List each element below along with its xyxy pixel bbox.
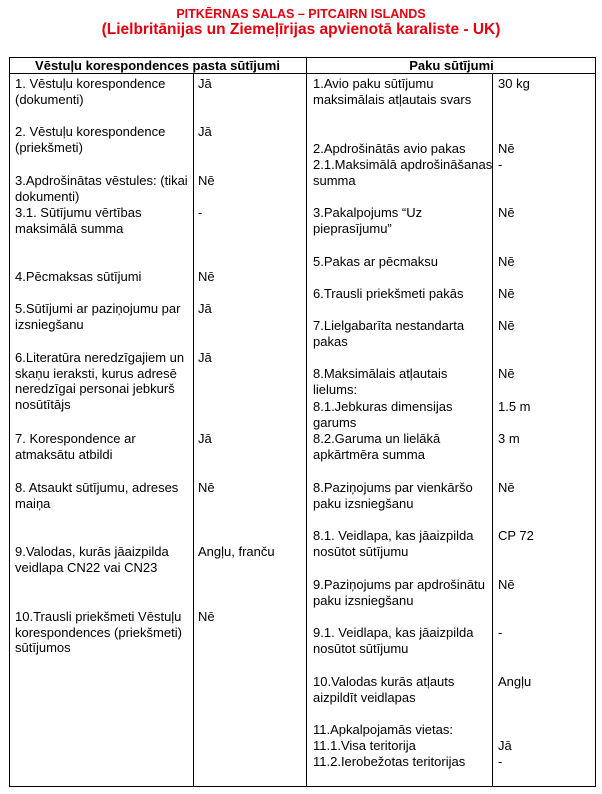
parcels-item-value: Nē <box>498 141 515 156</box>
letters-item-value: Angļu, franču <box>198 544 275 559</box>
parcels-item-value: 1.5 m <box>498 399 531 414</box>
parcels-item-label: 7.Lielgabarīta nestandarta pakas <box>313 318 465 349</box>
letters-item-label: 8. Atsaukt sūtījumu, adreses maiņa <box>15 480 179 511</box>
letters-item-label: 4.Pēcmaksas sūtījumi <box>15 269 142 284</box>
parcels-item-value: 30 kg <box>498 76 530 91</box>
parcels-item-label: 8.Paziņojums par vienkāršo paku izsniegšanu <box>313 480 473 511</box>
letters-item-value: Jā <box>198 124 212 139</box>
header-divider <box>9 73 596 74</box>
letters-item-value: Jā <box>198 301 212 316</box>
parcels-item-label: 6.Trausli priekšmeti pakās <box>313 286 464 301</box>
parcels-item-label: 5.Pakas ar pēcmaksu <box>313 254 439 269</box>
letters-item-value: Nē <box>198 173 215 188</box>
parcels-item-value: - <box>498 754 503 769</box>
letters-item-label: 10.Trausli priekšmeti Vēstuļu korespondences (priekšmeti) sūtījumos <box>15 609 182 655</box>
parcels-item-value: CP 72 <box>498 528 534 543</box>
letters-item-label: 1. Vēstuļu korespondence (dokumenti) <box>15 76 166 107</box>
parcels-item-label: 2.Apdrošinātās avio pakas <box>313 141 466 156</box>
parcels-item-label: 9.1. Veidlapa, kas jāaizpilda nosūtot sūtījumu <box>313 625 474 656</box>
parcels-item-label: 11.Apkalpojamās vietas: <box>313 722 453 737</box>
letters-item-label: 9.Valodas, kurās jāaizpilda veidlapa CN22 vai CN23 <box>15 544 169 575</box>
letters-item-label: 3.1. Sūtījumu vērtības maksimālā summa <box>15 205 142 236</box>
parcels-item-label: 8.1. Veidlapa, kas jāaizpilda nosūtot sūtījumu <box>313 528 474 559</box>
letters-item-value: Nē <box>198 609 215 624</box>
letters-item-value: Jā <box>198 76 212 91</box>
letters-item-value: - <box>198 205 203 220</box>
letters-item-label: 7. Korespondence ar atmaksātu atbildi <box>15 431 136 462</box>
document-title: PITKĒRNAS SALAS – PITCAIRN ISLANDS <box>176 7 426 21</box>
parcels-item-label: 8.Maksimālais atļautais lielums: <box>313 366 448 397</box>
parcels-item-label: 11.2.Ierobežotas teritorijas <box>313 754 466 769</box>
letters-item-label: 6.Literatūra neredzīgajiem un skaņu ieraksti, kurus adresē neredzīgai personai jebkurš nosūtītājs <box>15 350 185 412</box>
parcels-item-value: Nē <box>498 480 515 495</box>
letters-item-value: Nē <box>198 480 215 495</box>
parcels-item-value: 3 m <box>498 431 520 446</box>
parcels-header: Paku sūtījumi <box>409 58 494 73</box>
letters-item-label: 5.Sūtījumi ar paziņojumu par izsniegšanu <box>15 301 181 332</box>
parcels-item-value: - <box>498 625 503 640</box>
parcels-item-label: 1.Avio paku sūtījumu maksimālais atļautais svars <box>313 76 472 107</box>
parcels-item-label: 3.Pakalpojums “Uz pieprasījumu” <box>313 205 423 236</box>
parcels-item-value: Jā <box>498 738 512 753</box>
parcels-item-value: - <box>498 157 503 172</box>
letters-item-value: Jā <box>198 431 212 446</box>
column-divider-middle <box>306 57 307 787</box>
letters-item-value: Jā <box>198 350 212 365</box>
letters-item-value: Nē <box>198 269 215 284</box>
document-subtitle: (Lielbritānijas un Ziemeļīrijas apvienotā karaliste - UK) <box>101 21 501 38</box>
parcels-item-value: Nē <box>498 366 515 381</box>
parcels-item-label: 9.Paziņojums par apdrošinātu paku izsniegšanu <box>313 577 485 608</box>
parcels-item-label: 8.1.Jebkuras dimensijas garums <box>313 399 453 430</box>
parcels-item-label: 11.1.Visa teritorija <box>313 738 416 753</box>
parcels-item-value: Nē <box>498 254 515 269</box>
parcels-item-label: 2.1.Maksimālā apdrošināšanas summa <box>313 157 493 188</box>
column-divider-left-value <box>193 73 194 787</box>
letters-item-label: 2. Vēstuļu korespondence (priekšmeti) <box>15 124 166 155</box>
parcels-item-value: Nē <box>498 205 515 220</box>
parcels-item-value: Nē <box>498 318 515 333</box>
parcels-item-value: Angļu <box>498 674 532 689</box>
letters-header: Vēstuļu korespondences pasta sūtījumi <box>35 58 280 73</box>
parcels-item-value: Nē <box>498 286 515 301</box>
parcels-item-value: Nē <box>498 577 515 592</box>
letters-item-label: 3.Apdrošinātas vēstules: (tikai dokumenti) <box>15 173 188 204</box>
parcels-item-label: 8.2.Garuma un lielākā apkārtmēra summa <box>313 431 441 462</box>
parcels-item-label: 10.Valodas kurās atļauts aizpildīt veidlapas <box>313 674 455 705</box>
